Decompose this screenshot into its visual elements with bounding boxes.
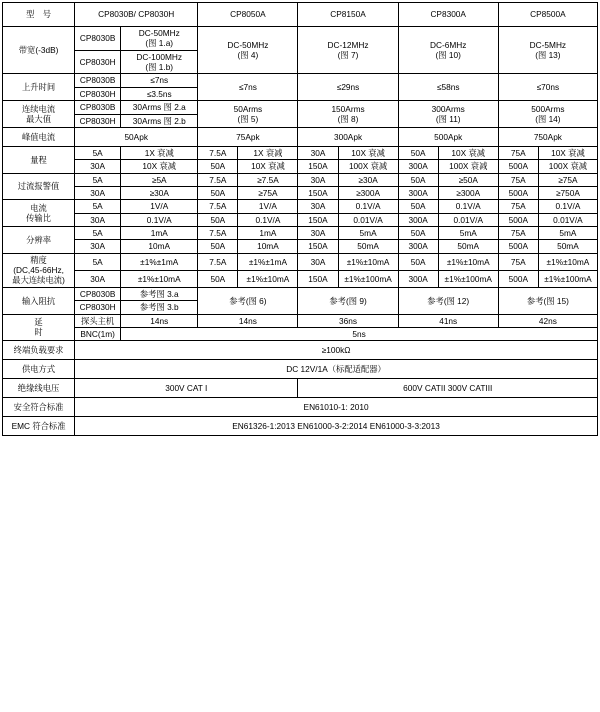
ratio-r2-c0-val: 0.1V/A: [121, 213, 198, 226]
sub-bnc: BNC(1m): [75, 327, 121, 340]
table-header-row: [3, 3, 598, 27]
row-bandwidth-a: [3, 27, 598, 51]
value-impedance-8500a: 参考(图 15): [498, 287, 597, 314]
acc-r2-c2-val: ±1%±100mA: [338, 270, 398, 287]
value-bandwidth-8500a: [498, 27, 597, 74]
acc-r1-c1-key: 7.5A: [198, 253, 238, 270]
value-text: 150Arms: [331, 103, 365, 114]
value-peak-8030: 50Apk: [75, 127, 198, 146]
specification-table: [2, 2, 598, 436]
range-r2-c0-key: 30A: [75, 160, 121, 173]
range-r2-c3-val: 100X 衰减: [438, 160, 498, 173]
value-rise-8150a: ≤29ns: [298, 74, 398, 101]
acc-r1-c4-val: ±1%±10mA: [538, 253, 597, 270]
value-safety: EN61010-1: 2010: [75, 398, 598, 417]
res-r2-c0-val: 10mA: [121, 240, 198, 253]
value-continuous-8030b: 30Arms 图 2.a: [121, 101, 198, 114]
range-r1-c2-key: 30A: [298, 146, 338, 159]
res-r2-c4-val: 50mA: [538, 240, 597, 253]
ratio-r1-c1-val: 1V/A: [238, 200, 298, 213]
acc-r1-c2-val: ±1%±10mA: [338, 253, 398, 270]
value-delay-probe-8050a: 14ns: [198, 314, 298, 327]
label-insulation: 绝缘线电压: [3, 379, 75, 398]
ratio-r1-c4-key: 75A: [498, 200, 538, 213]
row-continuous-current-a: [3, 101, 598, 114]
res-r2-c1-val: 10mA: [238, 240, 298, 253]
res-r1-c0-key: 5A: [75, 227, 121, 240]
ratio-r1-c2-key: 30A: [298, 200, 338, 213]
value-peak-8300a: 500Apk: [398, 127, 498, 146]
value-text: 50Arms: [233, 103, 263, 114]
sub-cp8030b-continuous: CP8030B: [75, 101, 121, 114]
ratio-r1-c1-key: 7.5A: [198, 200, 238, 213]
value-power-supply: DC 12V/1A（标配适配器）: [75, 360, 598, 379]
value-delay-probe-8300a: 41ns: [398, 314, 498, 327]
res-r1-c2-key: 30A: [298, 227, 338, 240]
res-r1-c3-key: 50A: [398, 227, 438, 240]
value-insulation-left: 300V CAT I: [75, 379, 298, 398]
range-r1-c0-val: 1X 衰减: [121, 146, 198, 159]
overload-r2-c2-val: ≥300A: [338, 186, 398, 199]
value-impedance-8050a: 参考(图 6): [198, 287, 298, 314]
value-peak-8150a: 300Apk: [298, 127, 398, 146]
row-delay-probe: [3, 314, 598, 327]
range-r1-c4-val: 10X 衰减: [538, 146, 597, 159]
value-emc: EN61326-1:2013 EN61000-3-2:2014 EN61000-3-3:2013: [75, 417, 598, 436]
row-safety: [3, 398, 598, 417]
value-bandwidth-8150a: [298, 27, 398, 74]
ratio-r2-c3-key: 300A: [398, 213, 438, 226]
res-r2-c3-key: 300A: [398, 240, 438, 253]
acc-r2-c1-key: 50A: [198, 270, 238, 287]
ratio-r2-c1-val: 0.1V/A: [238, 213, 298, 226]
value-note: (图 11): [435, 114, 461, 125]
ratio-r2-c2-val: 0.01V/A: [338, 213, 398, 226]
value-continuous-8300a: [398, 101, 498, 128]
value-rise-8300a: ≤58ns: [398, 74, 498, 101]
range-r1-c3-val: 10X 衰减: [438, 146, 498, 159]
value-insulation-right: 600V CATII 300V CATIII: [298, 379, 598, 398]
overload-r1-c2-key: 30A: [298, 173, 338, 186]
acc-r1-c3-val: ±1%±10mA: [438, 253, 498, 270]
overload-r1-c4-key: 75A: [498, 173, 538, 186]
res-r1-c1-val: 1mA: [238, 227, 298, 240]
acc-r1-c4-key: 75A: [498, 253, 538, 270]
label-line-3: 最大连续电流): [12, 275, 65, 286]
acc-r2-c2-key: 150A: [298, 270, 338, 287]
overload-r1-c3-key: 50A: [398, 173, 438, 186]
header-col-cp8050a: CP8050A: [198, 3, 298, 27]
overload-r1-c4-val: ≥75A: [538, 173, 597, 186]
label-input-impedance: 输入阻抗: [3, 287, 75, 314]
header-col-cp8030: CP8030B/ CP8030H: [75, 3, 198, 27]
label-range: 量程: [3, 146, 75, 173]
value-text: DC-6MHz: [429, 39, 467, 50]
label-accuracy: [3, 253, 75, 287]
acc-r2-c0-key: 30A: [75, 270, 121, 287]
row-rise-time-a: [3, 74, 598, 87]
value-delay-probe-8030: 14ns: [121, 314, 198, 327]
value-peak-8050a: 75Apk: [198, 127, 298, 146]
value-text: DC-5MHz: [529, 39, 567, 50]
range-r2-c4-key: 500A: [498, 160, 538, 173]
value-delay-probe-8500a: 42ns: [498, 314, 597, 327]
res-r1-c4-key: 75A: [498, 227, 538, 240]
range-r1-c2-val: 10X 衰减: [338, 146, 398, 159]
range-r2-c2-key: 150A: [298, 160, 338, 173]
range-r2-c0-val: 10X 衰减: [121, 160, 198, 173]
value-rise-8050a: ≤7ns: [198, 74, 298, 101]
range-r2-c1-key: 50A: [198, 160, 238, 173]
label-rise-time: 上升时间: [3, 74, 75, 101]
acc-r2-c1-val: ±1%±10mA: [238, 270, 298, 287]
row-resolution-a: [3, 227, 598, 240]
label-bandwidth: 带宽(-3dB): [3, 27, 75, 74]
row-overload-a: [3, 173, 598, 186]
acc-r2-c4-key: 500A: [498, 270, 538, 287]
sub-cp8030b-impedance: CP8030B: [75, 287, 121, 300]
overload-r2-c3-key: 300A: [398, 186, 438, 199]
row-emc: [3, 417, 598, 436]
acc-r2-c3-key: 300A: [398, 270, 438, 287]
overload-r2-c0-val: ≥30A: [121, 186, 198, 199]
ratio-r1-c4-val: 0.1V/A: [538, 200, 597, 213]
overload-r1-c3-val: ≥50A: [438, 173, 498, 186]
ratio-r1-c0-key: 5A: [75, 200, 121, 213]
range-r1-c3-key: 50A: [398, 146, 438, 159]
label-line-1: 精度: [30, 254, 47, 265]
overload-r2-c1-key: 50A: [198, 186, 238, 199]
ratio-r2-c4-val: 0.01V/A: [538, 213, 597, 226]
acc-r2-c4-val: ±1%±100mA: [538, 270, 597, 287]
value-bandwidth-8030h: [121, 50, 198, 74]
sub-cp8030b-bandwidth: CP8030B: [75, 27, 121, 51]
res-r2-c1-key: 50A: [198, 240, 238, 253]
range-r2-c3-key: 300A: [398, 160, 438, 173]
value-text: DC-50MHz: [138, 28, 180, 38]
res-r2-c4-key: 500A: [498, 240, 538, 253]
row-peak-current: [3, 127, 598, 146]
row-termination: [3, 341, 598, 360]
sub-cp8030b-rise: CP8030B: [75, 74, 121, 87]
label-resolution: 分辨率: [3, 227, 75, 254]
label-line-2: 传输比: [26, 213, 51, 224]
ratio-r2-c3-val: 0.01V/A: [438, 213, 498, 226]
row-power-supply: [3, 360, 598, 379]
res-r1-c3-val: 5mA: [438, 227, 498, 240]
overload-r2-c1-val: ≥75A: [238, 186, 298, 199]
label-line-1: 延: [34, 317, 43, 328]
overload-r1-c1-key: 7.5A: [198, 173, 238, 186]
row-range-a: [3, 146, 598, 159]
res-r2-c3-val: 50mA: [438, 240, 498, 253]
overload-r1-c0-key: 5A: [75, 173, 121, 186]
value-continuous-8500a: [498, 101, 597, 128]
acc-r2-c0-val: ±1%±10mA: [121, 270, 198, 287]
ratio-r2-c2-key: 150A: [298, 213, 338, 226]
acc-r1-c3-key: 50A: [398, 253, 438, 270]
value-text: 500Arms: [531, 103, 565, 114]
row-range-b: [3, 160, 598, 173]
value-note: (图 8): [337, 114, 359, 125]
value-note: (图 13): [535, 50, 561, 61]
label-peak-current: 峰值电流: [3, 127, 75, 146]
overload-r1-c1-val: ≥7.5A: [238, 173, 298, 186]
row-accuracy-a: [3, 253, 598, 270]
ratio-r2-c0-key: 30A: [75, 213, 121, 226]
res-r2-c2-val: 50mA: [338, 240, 398, 253]
value-delay-probe-8150a: 36ns: [298, 314, 398, 327]
label-overload-alarm: 过流报警值: [3, 173, 75, 200]
acc-r1-c2-key: 30A: [298, 253, 338, 270]
range-r1-c0-key: 5A: [75, 146, 121, 159]
overload-r1-c2-val: ≥30A: [338, 173, 398, 186]
res-r2-c2-key: 150A: [298, 240, 338, 253]
value-bandwidth-8300a: [398, 27, 498, 74]
ratio-r1-c0-val: 1V/A: [121, 200, 198, 213]
range-r2-c2-val: 100X 衰减: [338, 160, 398, 173]
row-transfer-ratio-a: [3, 200, 598, 213]
label-termination: 终端负载要求: [3, 341, 75, 360]
ratio-r1-c3-val: 0.1V/A: [438, 200, 498, 213]
value-bandwidth-8030b: [121, 27, 198, 51]
value-note: (图 7): [337, 50, 359, 61]
label-line-1: 连续电流: [21, 103, 56, 114]
row-transfer-ratio-b: [3, 213, 598, 226]
acc-r2-c3-val: ±1%±100mA: [438, 270, 498, 287]
value-note: (图 10): [435, 50, 461, 61]
row-overload-b: [3, 186, 598, 199]
overload-r2-c3-val: ≥300A: [438, 186, 498, 199]
row-accuracy-b: [3, 270, 598, 287]
ratio-r2-c4-key: 500A: [498, 213, 538, 226]
range-r2-c1-val: 10X 衰减: [238, 160, 298, 173]
value-text: DC-50MHz: [227, 39, 269, 50]
value-rise-8500a: ≤70ns: [498, 74, 597, 101]
value-note: (图 14): [535, 114, 561, 125]
header-col-cp8300a: CP8300A: [398, 3, 498, 27]
value-continuous-8030h: 30Arms 图 2.b: [121, 114, 198, 127]
ratio-r1-c3-key: 50A: [398, 200, 438, 213]
value-rise-8030h: ≤3.5ns: [121, 87, 198, 100]
res-r1-c0-val: 1mA: [121, 227, 198, 240]
ratio-r2-c1-key: 50A: [198, 213, 238, 226]
row-resolution-b: [3, 240, 598, 253]
row-delay-bnc: [3, 327, 598, 340]
sub-cp8030h-bandwidth: CP8030H: [75, 50, 121, 74]
value-impedance-8030b: 参考图 3.a: [121, 287, 198, 300]
label-transfer-ratio: [3, 200, 75, 227]
range-r1-c1-key: 7.5A: [198, 146, 238, 159]
res-r1-c4-val: 5mA: [538, 227, 597, 240]
label-line-2: 时: [34, 327, 43, 338]
sub-cp8030h-impedance: CP8030H: [75, 301, 121, 314]
value-note: (图 4): [237, 50, 259, 61]
value-termination: ≥100kΩ: [75, 341, 598, 360]
label-emc: EMC 符合标准: [3, 417, 75, 436]
range-r1-c4-key: 75A: [498, 146, 538, 159]
value-continuous-8050a: [198, 101, 298, 128]
overload-r2-c4-key: 500A: [498, 186, 538, 199]
range-r2-c4-val: 100X 衰减: [538, 160, 597, 173]
label-delay: [3, 314, 75, 341]
acc-r1-c0-val: ±1%±1mA: [121, 253, 198, 270]
acc-r1-c0-key: 5A: [75, 253, 121, 270]
res-r1-c1-key: 7.5A: [198, 227, 238, 240]
label-line-2: 最大值: [26, 114, 51, 125]
value-note: (图 5): [237, 114, 259, 125]
header-col-cp8500a: CP8500A: [498, 3, 597, 27]
value-text: DC-12MHz: [327, 39, 369, 50]
overload-r2-c2-key: 150A: [298, 186, 338, 199]
value-text: 300Arms: [431, 103, 465, 114]
res-r1-c2-val: 5mA: [338, 227, 398, 240]
label-continuous-current: [3, 101, 75, 128]
overload-r2-c0-key: 30A: [75, 186, 121, 199]
value-note: (图 1.a): [145, 38, 174, 49]
overload-r1-c0-val: ≥5A: [121, 173, 198, 186]
label-power-supply: 供电方式: [3, 360, 75, 379]
range-r1-c1-val: 1X 衰减: [238, 146, 298, 159]
res-r2-c0-key: 30A: [75, 240, 121, 253]
value-delay-bnc: 5ns: [121, 327, 598, 340]
header-model: 型 号: [3, 3, 75, 27]
ratio-r1-c2-val: 0.1V/A: [338, 200, 398, 213]
value-impedance-8300a: 参考(图 12): [398, 287, 498, 314]
overload-r2-c4-val: ≥750A: [538, 186, 597, 199]
label-safety: 安全符合标准: [3, 398, 75, 417]
sub-cp8030h-continuous: CP8030H: [75, 114, 121, 127]
sub-probe-host: 探头主机: [75, 314, 121, 327]
value-text: DC-100MHz: [136, 51, 183, 62]
value-continuous-8150a: [298, 101, 398, 128]
value-impedance-8150a: 参考(图 9): [298, 287, 398, 314]
value-peak-8500a: 750Apk: [498, 127, 597, 146]
label-line-1: 电流: [30, 202, 47, 213]
value-impedance-8030h: 参考图 3.b: [121, 301, 198, 314]
acc-r1-c1-val: ±1%±1mA: [238, 253, 298, 270]
sub-cp8030h-rise: CP8030H: [75, 87, 121, 100]
value-rise-8030b: ≤7ns: [121, 74, 198, 87]
header-col-cp8150a: CP8150A: [298, 3, 398, 27]
row-insulation: [3, 379, 598, 398]
row-input-impedance-a: [3, 287, 598, 300]
label-line-2: (DC,45-66Hz,: [13, 265, 64, 276]
value-bandwidth-8050a: [198, 27, 298, 74]
value-note: (图 1.b): [145, 62, 174, 73]
